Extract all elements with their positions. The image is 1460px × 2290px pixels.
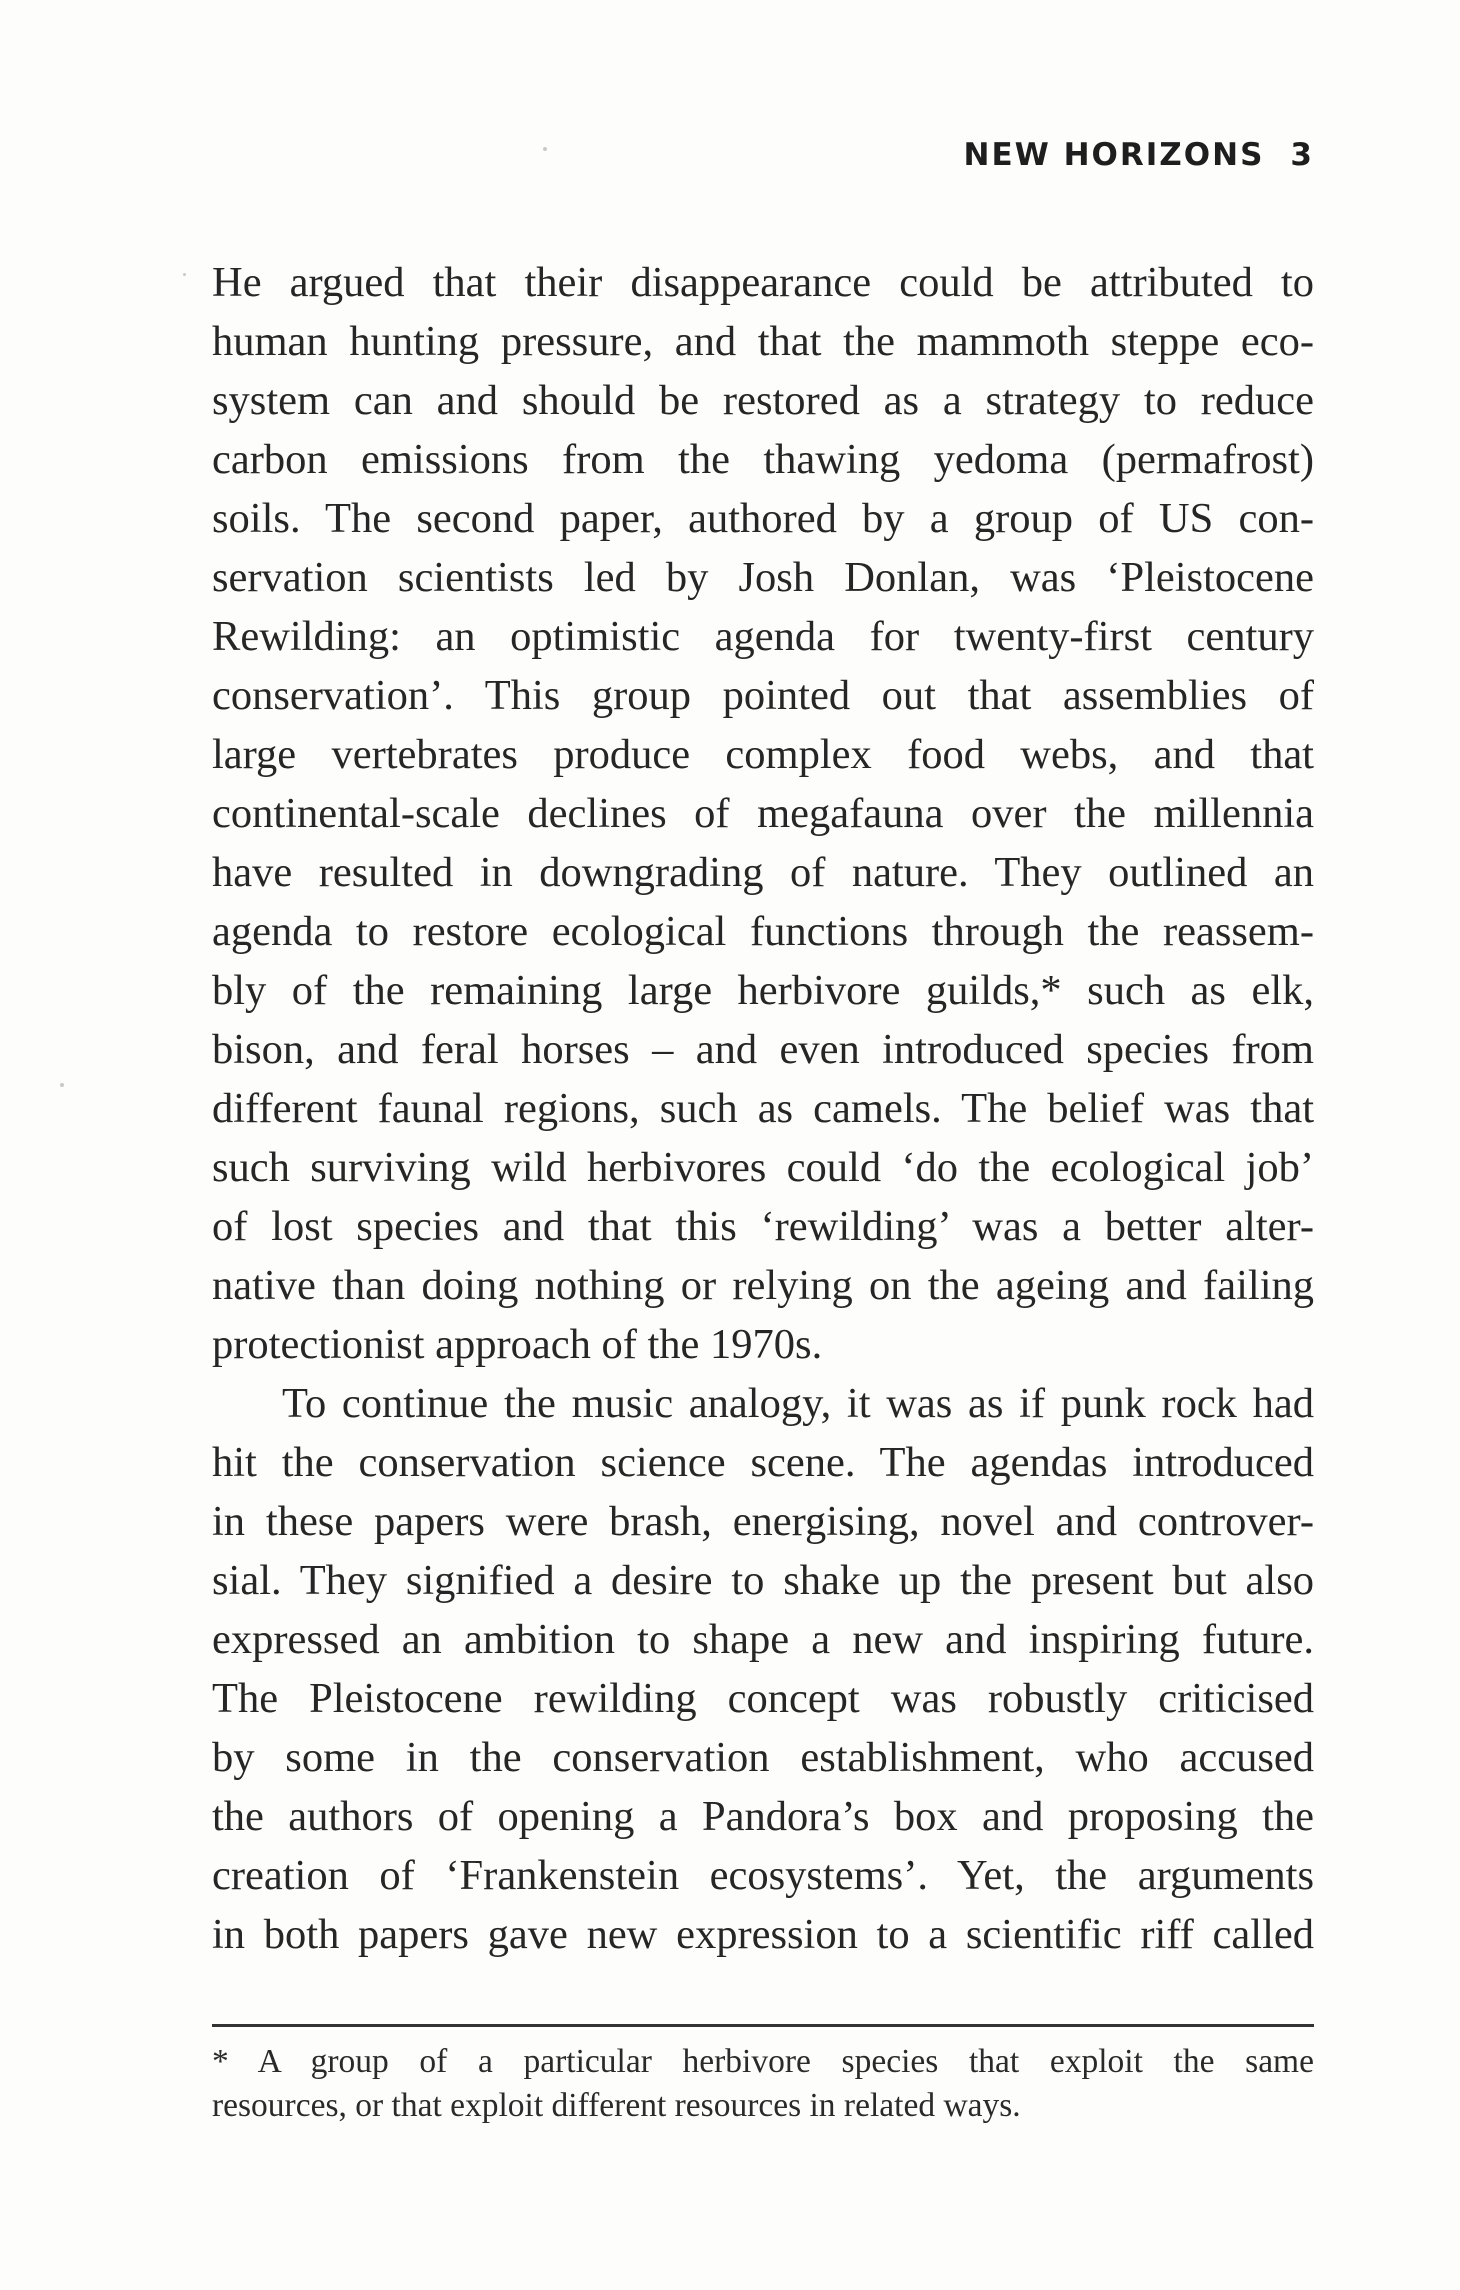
text-line: native than doing nothing or relying on the ageing and failing: [212, 1262, 1314, 1309]
footnote-line: * A group of a particular herbivore species that exploit the same: [212, 2043, 1314, 2080]
text-line: of lost species and that this ‘rewilding’ was a better alter-: [212, 1203, 1314, 1250]
text-line: continental-scale declines of megafauna over the millennia: [212, 790, 1314, 837]
footnote: [212, 2040, 1314, 2128]
text-line: system can and should be restored as a strategy to reduce: [212, 377, 1314, 424]
scan-speck: [183, 273, 186, 276]
text-line: creation of ‘Frankenstein ecosystems’. Yet, the arguments: [212, 1852, 1314, 1899]
footnote-rule: [212, 2024, 1314, 2027]
text-line: such surviving wild herbivores could ‘do the ecological job’: [212, 1144, 1314, 1191]
body-text: [212, 253, 1314, 1964]
paragraph-start-line: To continue the music analogy, it was as if punk rock had: [282, 1380, 1314, 1427]
text-line: by some in the conservation establishment, who accused: [212, 1734, 1314, 1781]
running-title: NEW HORIZONS: [963, 137, 1265, 173]
text-line: soils. The second paper, authored by a group of US con-: [212, 495, 1314, 542]
text-line: the authors of opening a Pandora’s box and proposing the: [212, 1793, 1314, 1840]
text-line: bison, and feral horses – and even introduced species from: [212, 1026, 1314, 1073]
text-line: have resulted in downgrading of nature. They outlined an: [212, 849, 1314, 896]
text-line: He argued that their disappearance could be attributed to: [212, 259, 1314, 306]
text-line: different faunal regions, such as camels. The belief was that: [212, 1085, 1314, 1132]
text-line: expressed an ambition to shape a new and inspiring future.: [212, 1616, 1314, 1663]
text-line: large vertebrates produce complex food webs, and that: [212, 731, 1314, 778]
text-line: The Pleistocene rewilding concept was robustly criticised: [212, 1675, 1314, 1722]
text-line: Rewilding: an optimistic agenda for twenty-first century: [212, 613, 1314, 660]
text-line: conservation’. This group pointed out that assemblies of: [212, 672, 1314, 719]
text-line: servation scientists led by Josh Donlan, was ‘Pleistocene: [212, 554, 1314, 601]
paragraph-end-line: protectionist approach of the 1970s.: [212, 1321, 823, 1368]
text-line: agenda to restore ecological functions through the reassem-: [212, 908, 1314, 955]
page-number: 3: [1290, 137, 1314, 173]
text-line: bly of the remaining large herbivore guilds,* such as elk,: [212, 967, 1314, 1014]
text-line: sial. They signified a desire to shake up the present but also: [212, 1557, 1314, 1604]
scan-speck: [543, 147, 547, 151]
footnote-line: resources, or that exploit different resources in related ways.: [212, 2087, 1021, 2124]
running-head: [964, 137, 1315, 173]
text-line: carbon emissions from the thawing yedoma (permafrost): [212, 436, 1314, 483]
text-line: hit the conservation science scene. The agendas introduced: [212, 1439, 1314, 1486]
text-line: human hunting pressure, and that the mammoth steppe eco-: [212, 318, 1314, 365]
scan-speck: [60, 1083, 64, 1087]
text-line: in both papers gave new expression to a scientific riff called: [212, 1911, 1314, 1958]
text-line: in these papers were brash, energising, novel and controver-: [212, 1498, 1314, 1545]
